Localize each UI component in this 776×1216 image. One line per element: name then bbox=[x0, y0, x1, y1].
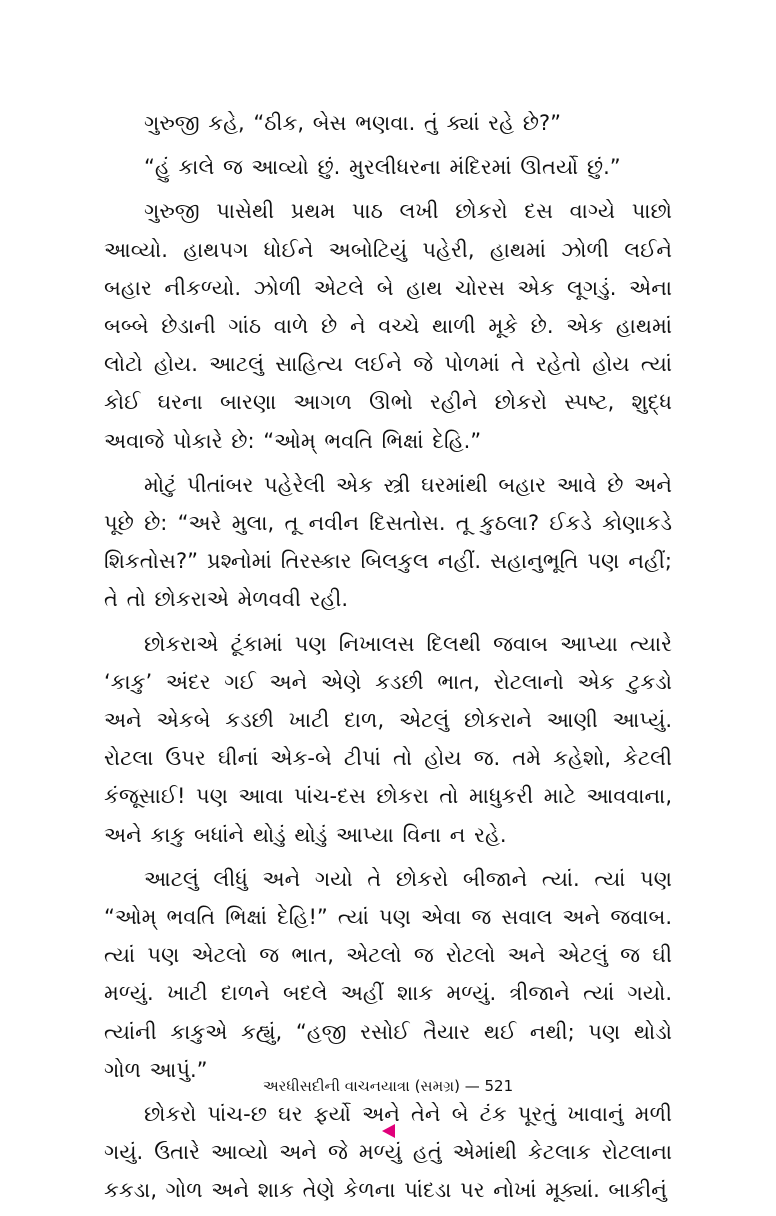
paragraph: મોટું પીતાંબર પહેરેલી એક સ્ત્રી ઘરમાંથી બહાર આવે છે અને પૂછે છે: “અરે મુલા, તૂ નવીન દિસતોસ. તૂ કુઠલા? ઈકડે કોણાકડે શિકતોસ?” પ્રશ્નોમાં તિરસ્કાર બિલકુલ નહીં. સહાનુભૂતિ પણ નહીં; તે તો છોકરાએ મેળવવી રહી. bbox=[104, 472, 672, 612]
paragraph: છોકરાએ ટૂંકામાં પણ નિખાલસ દિલથી જવાબ આપ્યા ત્યારે ‘કાકુ’ અંદર ગઈ અને એણે કડછી ભાત, રોટલાનો એક ટુકડો અને એકબે કડછી ખાટી દાળ, એટલું છોકરાને આણી આપ્યું. રોટલા ઉપર ઘીનાં એક-બે ટીપાં તો હોય જ. તમે કહેશો, કેટલી કંજૂસાઈ! પણ આવા પાંચ-દસ છોકરા તો માધુકરી માટે આવવાના, અને કાકુ બધાંને થોડું થોડું આપ્યા વિના ન રહે. bbox=[104, 631, 672, 847]
paragraph: છોકરો પાંચ-છ ઘર ફર્યો અને તેને બે ટંક પૂરતું ખાવાનું મળી ગયું. ઉતારે આવ્યો અને જે મળ્યું હતું એમાંથી કેટલાક રોટલાના કકડા, ગોળ અને શાક તેણે કેળના પાંદડા પર નોખાં મૂક્યાં. બાકીનું bbox=[104, 1102, 672, 1203]
prev-page-arrow-icon[interactable] bbox=[382, 1124, 395, 1138]
paragraph: આટલું લીધું અને ગયો તે છોકરો બીજાને ત્યાં. ત્યાં પણ “ઓમ્ ભવતિ ભિક્ષાં દેહિ!” ત્યાં પણ એવા જ સવાલ અને જવાબ. ત્યાં પણ એટલો જ ભાત, એટલો જ રોટલો અને એટલું જ ઘી મળ્યું. ખાટી દાળને બદલે અહીં શાક મળ્યું. ત્રીજાને ત્યાં ગયો. ત્યાંની કાકુએ કહ્યું, “હજી રસોઈ તૈયાર થઈ નથી; પણ થોડો ગોળ આપું.” bbox=[104, 866, 672, 1082]
document-page bbox=[104, 0, 672, 1203]
body-text bbox=[104, 104, 672, 1216]
paragraph: ગુરુજી કહે, “ઠીક, બેસ ભણવા. તું ક્યાં રહે છે?” bbox=[144, 111, 561, 135]
paragraph: ગુરુજી પાસેથી પ્રથમ પાઠ લખી છોકરો દસ વાગ્યે પાછો આવ્યો. હાથપગ ધોઈને અબોટિયું પહેરી, હાથમાં ઝોળી લઈને બહાર નીકળ્યો. ઝોળી એટલે બે હાથ ચોરસ એક લૂગડું. એના બબ્બે છેડાની ગાંઠ વાળે છે ને વચ્ચે થાળી મૂકે છે. એક હાથમાં લોટો હોય. આટલું સાહિત્ય લઈને જે પોળમાં તે રહેતો હોય ત્યાં કોઈ ઘરના બારણા આગળ ઊભો રહીને છોકરો સ્પષ્ટ, શુદ્ધ અવાજે પોકારે છે: “ઓમ્ ભવતિ ભિક્ષાં દેહિ.” bbox=[104, 199, 672, 453]
page-footer: અરધીસદીની વાચનયાત્રા (સમગ્ર) — 521 bbox=[262, 1077, 514, 1095]
paragraph: “હું કાલે જ આવ્યો છું. મુરલીધરના મંદિરમાં ઊતર્યો છું.” bbox=[144, 155, 621, 180]
